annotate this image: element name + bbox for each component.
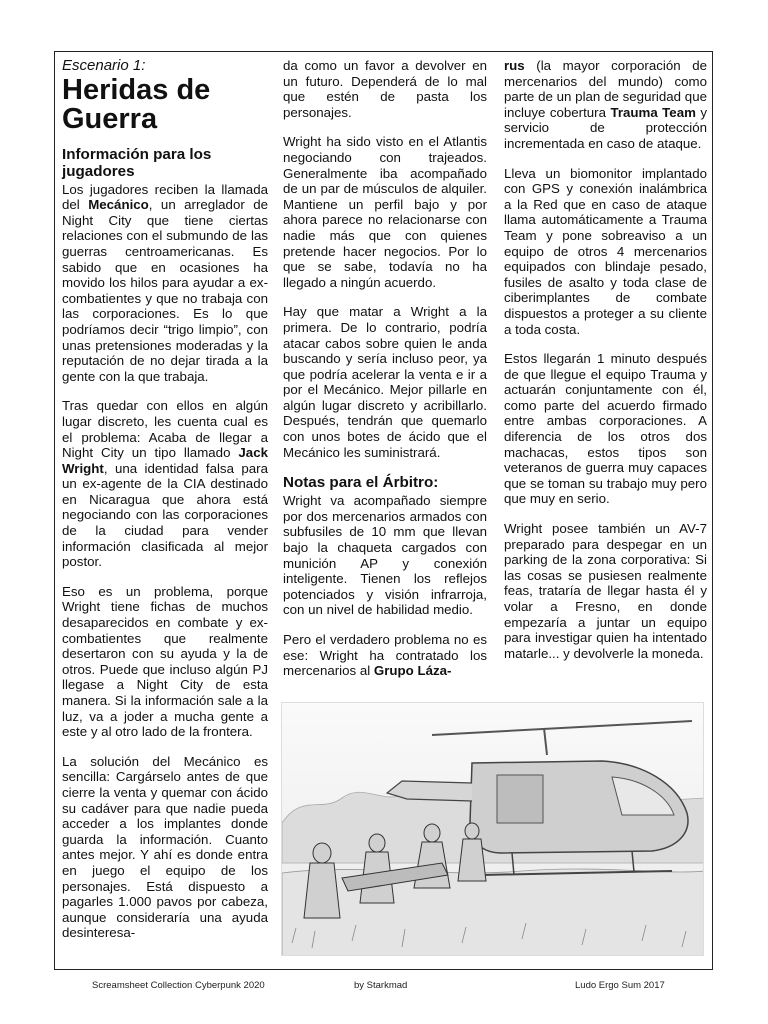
players-heading: Información para los jugadores xyxy=(62,145,212,180)
grupo-lazarus-name: Grupo Láza- xyxy=(373,663,452,679)
helicopter-icon xyxy=(282,703,704,956)
jack-wright-name: Jack Wright xyxy=(62,445,268,476)
paragraph: Tras quedar con ellos en algún lugar discreto, les cuenta cual es el problema: Acaba de llegar a Night City un tipo llamado Jack Wright, una identidad falsa para un ex-agente de la CIA destinado en Nicaragua que ahora está negociando con las corporaciones de la ciudad para vender información clasificada al mejor postor. xyxy=(62,398,268,570)
page-title xyxy=(62,73,268,135)
paragraph: Estos llegarán 1 minuto después de que llegue el equipo Trauma y actuarán conjuntamente con él, como parte del acuerdo firmado entre ambas corporaciones. A diferencia de los otros dos machacas, estos tipos son veteranos de guerra muy capaces que se toman su trabajo muy pero que muy en serio. xyxy=(504,351,707,507)
footer-right: Ludo Ergo Sum 2017 xyxy=(575,980,665,991)
paragraph: da como un favor a devolver en un futuro. Dependerá de lo mal que estén de pasta los personajes. xyxy=(283,58,487,120)
referee-heading: Notas para el Árbitro: xyxy=(283,474,439,492)
paragraph: Wright va acompañado siempre por dos mercenarios armados con subfusiles de 10 mm que llevan bajo la chaqueta cargados con munición AP y conexión inteligente. Tienen los reflejos potenciados y visión infrarroja, con un nivel de habilidad medio. xyxy=(283,493,487,618)
helicopter-illustration xyxy=(281,702,704,956)
paragraph: Lleva un biomonitor implantado con GPS y conexión inalámbrica a la Red que en caso de ataque llama automáticamente a Trauma Team y pone sobreaviso a un equipo de otros 4 mercenarios equipados con blindaje pesado, fusiles de asalto y toda clase de ciberimplantes de combate dispuestos a proteger a su cliente a toda costa. xyxy=(504,165,707,337)
paragraph: Eso es un problema, porque Wright tiene fichas de muchos desaparecidos en combate y ex-combatientes que realmente desertaron con su ayuda y la de otros. Puede que incluso algún PJ llegase a Night City de esta manera. Si la información sale a la luz, va a joder a mucha gente a este y al otro lado de la frontera. xyxy=(62,583,268,740)
footer-left: Screamsheet Collection Cyberpunk 2020 xyxy=(92,980,265,991)
paragraph: Wright ha sido visto en el Atlantis negociando con trajeados. Generalmente iba acompañado de un par de músculos de alquiler. Mantiene un perfil bajo y por ahora parece no relacionarse con nadie más que con quienes pretende hacer negocios. Por lo que se sabe, todavía no ha llegado a ningún acuerdo. xyxy=(283,134,487,290)
trauma-team-name: Trauma Team xyxy=(610,104,696,120)
paragraph: Los jugadores reciben la llamada del Mecánico, un arreglador de Night City que tiene ciertas relaciones con el submundo de las guerras centroamericanas. Es sabido que en ocasiones ha movido los hilos para ayudar a ex-combatientes y que no trabaja con las corporaciones. Es lo que podríamos decir “trigo limpio”, con unas pretensiones moderadas y la reputación de no dejar tirada a la gente con la que trabaja. xyxy=(62,181,268,384)
column-2 xyxy=(283,58,487,693)
title-line-2: Guerra xyxy=(62,102,158,135)
paragraph: rus (la mayor corporación de mercenarios del mundo) como parte de un plan de seguridad que incluye cobertura Trauma Team y servicio de protección incrementada en caso de ataque. xyxy=(504,58,707,151)
title-line-1: Heridas de xyxy=(62,73,211,106)
paragraph: Hay que matar a Wright a la primera. De lo contrario, podría atacar cabos sobre quien le anda buscando y sería incluso peor, ya que podría acelerar la venta e ir a por el Mecánico. Mejor pillarle en algún lugar discreto y acribillarlo. Después, tendrán que quemarlo con unos botes de ácido que el Mecánico les suministrará. xyxy=(283,304,487,460)
column-1 xyxy=(62,56,268,955)
paragraph: La solución del Mecánico es sencilla: Cargárselo antes de que cierre la venta y quemar con ácido su cadáver para que nadie pueda acceder a los implantes donde guarda la información. Cuanto antes mejor. Y ahí es donde entra en juego el equipo de los personajes. Está dispuesto a pagarles 1.000 pavos por cabeza, aunque consideraría una ayuda desinteresa- xyxy=(62,753,268,941)
column-3 xyxy=(504,58,707,675)
scenario-label: Escenario 1: xyxy=(62,57,146,74)
mecanico-name: Mecánico xyxy=(88,197,149,213)
paragraph: Wright posee también un AV-7 preparado para despegar en un parking de la zona corporativa: Si las cosas se pusiesen realmente feas, trataría de llegar hasta él y volar a Fresno, en donde empezaría a juntar un equipo para investigar quien ha intentado matarle... y devolverle la moneda. xyxy=(504,521,707,661)
paragraph: Pero el verdadero problema no es ese: Wright ha contratado los mercenarios al Grupo Láza- xyxy=(283,632,487,679)
footer-center: by Starkmad xyxy=(354,980,408,991)
